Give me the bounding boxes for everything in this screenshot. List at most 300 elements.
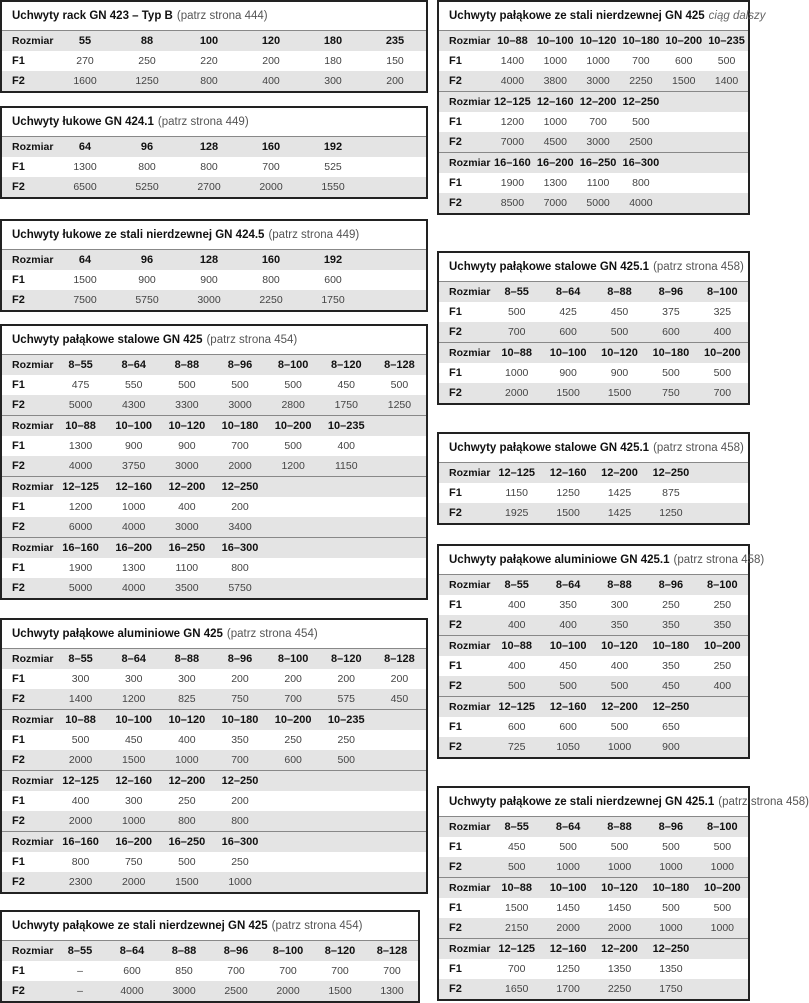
table-cell: 250 [138,55,156,67]
table-cell: 800 [231,815,249,827]
table-cell: 12–125 [498,701,536,713]
table-cell: 600 [324,274,342,286]
size-row [2,941,418,961]
row-label: Rozmiar [449,579,491,591]
table-cell: 12–200 [168,481,206,493]
table-cell: 1150 [505,487,528,499]
table-cell: 16–250 [168,542,206,554]
table-cell: 8–96 [658,821,684,833]
table-cell: 700 [262,161,280,173]
table-cell: 200 [231,795,249,807]
table-cell: 8–88 [174,359,200,371]
table-cell: 96 [140,141,154,153]
table-cell: 12–200 [601,943,638,955]
row-label: F1 [449,841,462,853]
table-cell: 120 [261,35,281,47]
size-row [439,636,748,656]
table-cell: 8–88 [607,286,632,298]
table-cell: 8–100 [272,945,304,957]
table-cell: 900 [138,274,156,286]
table-cell: 4300 [122,399,146,411]
f1-row [2,157,426,177]
table-cell: 500 [662,902,680,914]
table-cell: 10–180 [221,420,259,432]
f2-row [2,395,426,415]
table-title [439,253,748,281]
table-cell: 2500 [224,985,248,997]
table-cell: 500 [559,841,577,853]
table-cell: 1425 [607,507,632,519]
table-cell: 8–64 [121,653,146,665]
table-cell: 400 [507,660,526,672]
table-cell: 4000 [122,582,146,594]
table-cell: 128 [199,141,219,153]
row-label: F1 [449,306,462,318]
table-cell: 1500 [122,754,146,766]
table-group [2,940,418,1001]
table-cell: 1250 [556,487,580,499]
size-row [439,31,748,51]
row-label: Rozmiar [449,640,491,652]
table-cell: 6500 [73,181,97,193]
f2-row [439,322,748,342]
table-cell: 150 [386,55,404,67]
row-label: Rozmiar [449,943,491,955]
table-cell: 1300 [122,562,146,574]
table-cell: – [77,985,83,997]
table-cell: 10–180 [221,714,259,726]
row-label: F2 [449,387,462,399]
table-cell: 500 [610,326,629,338]
table-cell: 1300 [380,985,404,997]
f2-row [2,689,426,709]
f2-row [2,177,426,197]
row-label: Rozmiar [449,467,491,479]
table-cell: 5000 [68,582,93,594]
table-cell: 1150 [334,460,358,472]
table-cell: 3000 [175,521,199,533]
table-cell: 8–128 [376,945,408,957]
table-cell: 800 [200,161,218,173]
row-label: Rozmiar [449,347,491,359]
table-cell: 10–120 [601,640,638,652]
size-row [439,92,748,112]
table-cell: 10–235 [327,714,365,726]
row-label: F2 [12,181,25,193]
table-cell: 5750 [135,294,159,306]
table-cell: 250 [662,599,680,611]
table-cell: 8–100 [707,286,738,298]
table-cell: 10–180 [652,882,690,894]
table-title-text: Uchwyty pałąkowe aluminiowe GN 425.1 [449,554,670,566]
row-label: F2 [12,399,25,411]
table-cell: 1000 [659,922,683,934]
table-cell: 300 [324,75,342,87]
table-cell: 1250 [135,75,159,87]
table-group [439,696,748,757]
table-group [439,281,748,342]
table-cell: 10–200 [703,882,741,894]
table-cell: 800 [138,161,156,173]
table-cell: 250 [178,795,196,807]
table-cell: 220 [200,55,218,67]
table-cell: 1750 [659,983,683,995]
row-label: Rozmiar [12,836,54,848]
table-cell: 10–88 [501,882,532,894]
table-cell: 300 [71,673,90,685]
table-cell: 1400 [500,55,525,67]
f2-row [439,737,748,757]
table-cell: 1300 [73,161,97,173]
row-label: F1 [12,734,25,746]
table-cell: 8–64 [555,286,581,298]
f1-row [2,51,426,71]
row-label: F1 [449,963,462,975]
table-cell: 300 [124,673,143,685]
table-group [439,574,748,635]
table-group [2,476,426,537]
table-cell: 500 [632,116,650,128]
table-cell: 450 [610,306,629,318]
table-cell: 700 [231,440,249,452]
table-cell: 8–100 [277,653,309,665]
table-cell: 250 [337,734,356,746]
f2-row [439,71,748,91]
table-cell: 500 [507,306,526,318]
f1-row [439,837,748,857]
row-label: F2 [12,521,25,533]
table-cell: 12–250 [652,943,690,955]
table-cell: 550 [124,379,143,391]
table-cell: 450 [559,660,577,672]
table-cell: 3000 [228,399,252,411]
table-cell: 8–88 [174,653,200,665]
row-label: Rozmiar [449,286,491,298]
table-cell: 500 [713,902,732,914]
table-cell: 700 [284,693,302,705]
table-title [439,546,765,574]
table-group [2,415,426,476]
table-page-ref: (patrz strona 454) [206,334,298,346]
table-cell: 270 [76,55,94,67]
table-cell: 1100 [586,177,610,189]
size-row [2,416,426,436]
table-cell: 600 [662,326,680,338]
table-page-ref: (patrz strona 458) [673,554,765,566]
table-cell: 64 [78,141,92,153]
table-cell: 8–128 [384,653,415,665]
table-cell: 12–200 [168,775,206,787]
table-cell: 1200 [500,116,525,128]
f2-row [2,872,426,892]
table-cell: 700 [331,965,349,977]
table-cell: 500 [231,379,249,391]
table-page-ref: (patrz strona 454) [226,628,318,640]
table-cell: 8–120 [330,653,362,665]
table-cell: 500 [390,379,409,391]
table-cell: 500 [713,367,732,379]
table-cell: 10–100 [115,714,153,726]
table-cell: 12–160 [549,943,587,955]
row-label: F2 [449,680,462,692]
table-cell: 12–250 [652,701,690,713]
table-cell: 900 [559,367,577,379]
row-label: Rozmiar [449,701,491,713]
row-label: F1 [449,487,462,499]
row-label: F1 [12,55,25,67]
f1-row [2,558,426,578]
table-cell: 55 [78,35,92,47]
row-label: Rozmiar [449,35,491,47]
table-panel [437,0,766,215]
table-title [2,2,426,30]
table-cell: 12–200 [579,96,617,108]
table-page-ref: (patrz strona 449) [268,229,360,241]
row-label: Rozmiar [12,542,54,554]
size-row [439,878,748,898]
table-title [439,788,809,816]
table-cell: 10–100 [549,640,587,652]
table-cell: 2000 [556,922,580,934]
table-cell: 88 [140,35,154,47]
row-label: F1 [12,965,25,977]
table-title [2,326,426,354]
table-cell: 10–180 [652,640,690,652]
table-cell: 750 [124,856,143,868]
table-cell: 250 [284,734,302,746]
table-cell: 10–200 [703,640,741,652]
table-cell: 400 [337,440,356,452]
table-cell: 2000 [259,181,283,193]
table-cell: 7000 [500,136,525,148]
table-cell: 500 [717,55,736,67]
table-title-text: Uchwyty pałąkowe stalowe GN 425 [12,334,203,346]
f1-row [439,898,748,918]
table-title [2,108,426,136]
table-panel [0,219,428,312]
table-cell: 10–120 [168,420,206,432]
table-cell: 3000 [172,985,196,997]
f1-row [439,173,748,193]
table-cell: 12–160 [115,775,153,787]
f2-row [439,615,748,635]
table-cell: 8–64 [555,821,581,833]
table-cell: 5000 [586,197,610,209]
table-cell: 10–100 [549,882,587,894]
table-cell: 2500 [629,136,653,148]
table-cell: 200 [262,55,280,67]
row-label: F1 [449,599,462,611]
table-cell: 1350 [607,963,632,975]
table-title [2,221,426,249]
table-cell: 650 [662,721,680,733]
table-cell: 875 [662,487,680,499]
table-cell: 12–200 [601,701,638,713]
table-cell: 1600 [73,75,97,87]
table-cell: 4000 [629,197,653,209]
table-cell: 475 [71,379,90,391]
table-page-ref: (patrz strona 449) [157,116,249,128]
f2-row [2,456,426,476]
table-cell: 16–300 [622,157,660,169]
table-cell: 1000 [175,754,199,766]
row-label: F2 [12,460,25,472]
table-cell: 700 [507,963,526,975]
table-cell: 128 [199,254,219,266]
row-label: F2 [449,861,462,873]
table-cell: 200 [231,501,249,513]
table-cell: 200 [337,673,356,685]
table-group [2,537,426,598]
table-cell: 4000 [500,75,525,87]
table-cell: 500 [559,680,577,692]
table-cell: 600 [123,965,141,977]
table-cell: 700 [383,965,401,977]
row-label: Rozmiar [449,157,491,169]
table-cell: 12–125 [498,467,536,479]
f2-row [439,383,748,403]
table-cell: 400 [262,75,280,87]
table-cell: 1250 [556,963,580,975]
table-cell: 800 [231,562,249,574]
table-page-ref: (patrz strona 458) [718,796,809,808]
table-cell: 10–120 [168,714,206,726]
table-cell: 10–120 [601,882,638,894]
table-cell: 700 [632,55,650,67]
table-cell: 725 [507,741,526,753]
table-cell: 12–250 [652,467,690,479]
f2-row [2,578,426,598]
table-cell: 500 [507,861,526,873]
table-cell: 1550 [321,181,345,193]
table-title-text: Uchwyty pałąkowe stalowe GN 425.1 [449,261,650,273]
table-cell: 8–64 [121,359,146,371]
f1-row [439,595,748,615]
table-cell: 10–88 [501,347,532,359]
size-row [439,697,748,717]
row-label: F2 [12,754,25,766]
table-cell: 1500 [556,507,580,519]
table-title [439,2,766,30]
size-row [439,817,748,837]
table-cell: 575 [337,693,356,705]
table-cell: 10–200 [274,714,312,726]
table-group [439,152,748,213]
row-label: Rozmiar [12,420,54,432]
table-cell: 2000 [68,815,93,827]
table-page-ref: (patrz strona 458) [653,442,744,454]
row-label: Rozmiar [449,96,491,108]
table-cell: – [77,965,83,977]
size-row [439,153,748,173]
table-cell: 8–55 [68,653,93,665]
table-cell: 2300 [68,876,93,888]
table-cell: 10–100 [549,347,587,359]
table-group [439,816,748,877]
table-cell: 12–160 [536,96,574,108]
table-cell: 2800 [281,399,305,411]
table-cell: 8–96 [658,579,684,591]
table-cell: 600 [284,754,302,766]
table-cell: 900 [610,367,629,379]
table-cell: 160 [261,141,281,153]
table-page-ref: (patrz strona 458) [653,261,744,273]
row-label: F1 [449,177,462,189]
row-label: Rozmiar [12,359,54,371]
row-label: F2 [449,136,462,148]
table-cell: 800 [200,75,218,87]
row-label: F2 [449,741,462,753]
f2-row [2,517,426,537]
table-cell: 192 [323,254,343,266]
size-row [2,649,426,669]
table-cell: 3800 [543,75,567,87]
table-page-ref: (patrz strona 454) [271,920,363,932]
row-label: F2 [12,876,25,888]
table-title [439,434,748,462]
table-cell: 1250 [659,507,683,519]
f1-row [2,961,418,981]
table-cell: 10–235 [327,420,365,432]
table-cell: 450 [337,379,356,391]
size-row [439,939,748,959]
size-row [439,343,748,363]
f2-row [2,750,426,770]
table-cell: 1000 [505,367,529,379]
table-cell: 300 [610,599,629,611]
table-cell: 8–55 [504,286,529,298]
row-label: F1 [449,55,462,67]
table-group [439,635,748,696]
table-cell: 1450 [556,902,580,914]
table-cell: 1000 [543,55,567,67]
table-cell: 1100 [175,562,199,574]
table-cell: 1350 [659,963,683,975]
table-cell: 5250 [135,181,159,193]
table-cell: 1500 [607,387,632,399]
table-cell: 192 [323,141,343,153]
table-cell: 400 [507,619,526,631]
table-cell: 500 [610,721,629,733]
row-label: F2 [449,619,462,631]
table-cell: 450 [124,734,143,746]
table-cell: 12–250 [221,775,259,787]
table-cell: 4500 [543,136,567,148]
table-cell: 250 [713,599,732,611]
size-row [2,250,426,270]
table-cell: 350 [610,619,629,631]
table-page-ref: ciąg dalszy [708,10,766,22]
table-cell: 1750 [334,399,358,411]
table-cell: 300 [124,795,143,807]
table-group [439,462,748,523]
f1-row [2,791,426,811]
table-cell: 1425 [607,487,632,499]
row-label: F1 [12,501,25,513]
table-cell: 900 [124,440,143,452]
table-cell: 1000 [556,861,580,873]
row-label: Rozmiar [12,714,54,726]
table-cell: 800 [262,274,280,286]
row-label: F2 [449,983,462,995]
table-cell: 3500 [175,582,199,594]
f1-row [2,497,426,517]
table-cell: 250 [713,660,732,672]
table-cell: 5000 [68,399,93,411]
table-group [2,831,426,892]
table-cell: 10–100 [115,420,153,432]
row-label: F1 [12,379,25,391]
